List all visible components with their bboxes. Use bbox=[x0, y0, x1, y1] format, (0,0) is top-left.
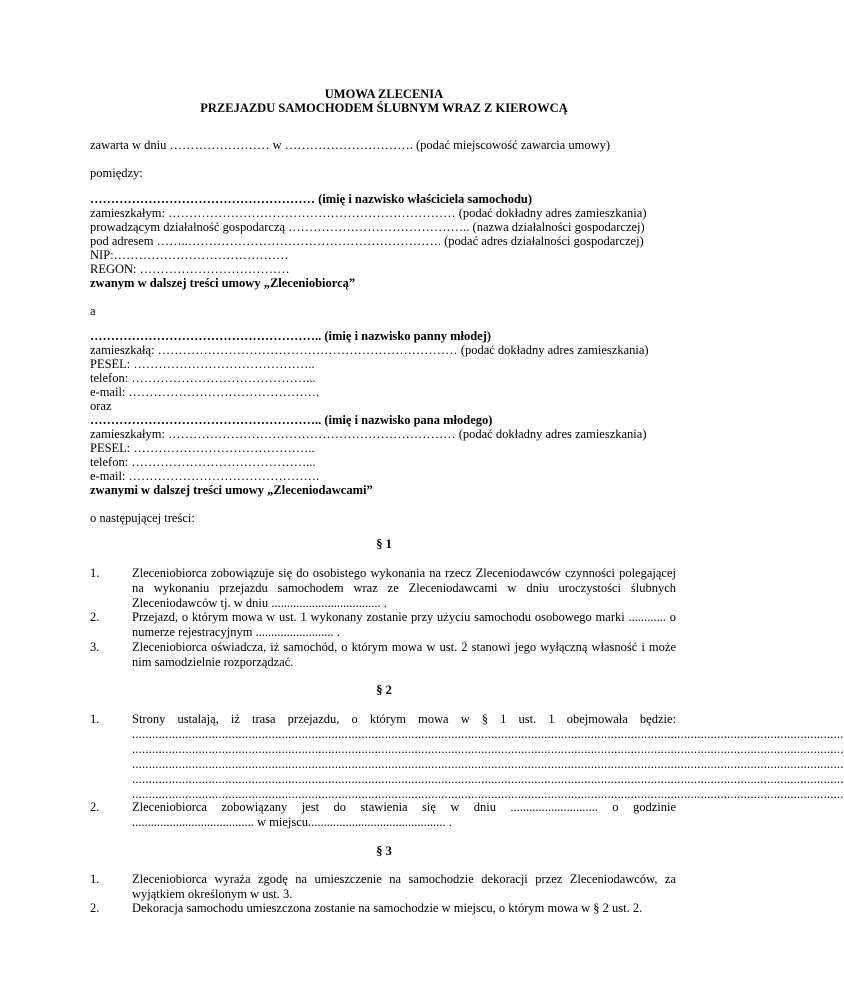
document-subtitle: PRZEJAZDU SAMOCHODEM ŚLUBNYM WRAZ Z KIEROWCĄ bbox=[200, 101, 568, 115]
section-heading-3: § 3 bbox=[376, 844, 392, 858]
route-blank-line: ...................................................................................................................................................................................................................... bbox=[132, 787, 844, 801]
item-number: 1. bbox=[90, 712, 100, 726]
section-3-item-2 bbox=[90, 901, 676, 916]
owner-address: pod adresem ……..……………………………………………………. (podać adres działalności gospodarczej) bbox=[90, 234, 644, 248]
groom-called: zwanymi w dalszej treści umowy „Zleceniodawcami” bbox=[90, 483, 373, 497]
item-number: 1. bbox=[90, 872, 100, 886]
section-1-item-3 bbox=[90, 640, 676, 670]
between-line: pomiędzy: bbox=[90, 166, 143, 180]
owner-residence: zamieszkałym: …………………………………………………………… (podać dokładny adres zamieszkania) bbox=[90, 206, 647, 220]
section-2-item-2 bbox=[90, 800, 676, 830]
owner-business: prowadzącym działalność gospodarczą …………………………………….. (nazwa działalności gospodarczej) bbox=[90, 220, 645, 234]
section-3-item-1 bbox=[90, 872, 676, 902]
item-number: 1. bbox=[90, 566, 100, 580]
groom-phone: telefon: ……………………………………... bbox=[90, 455, 316, 469]
owner-nip: NIP:…………………………………… bbox=[90, 248, 289, 262]
route-blank-line: ...................................................................................................................................................................................................................... bbox=[132, 742, 844, 756]
section-1-item-1 bbox=[90, 566, 676, 611]
route-blank-line: ...................................................................................................................................................................................................................... bbox=[132, 757, 844, 771]
route-blank-line: ...................................................................................................................................................................................................................... bbox=[132, 772, 844, 786]
and-word-2: oraz bbox=[90, 399, 112, 413]
document-title: UMOWA ZLECENIA bbox=[324, 87, 444, 101]
bride-pesel: PESEL: …………………………………….. bbox=[90, 357, 315, 371]
bride-residence: zamieszkałą: ……………………………………………………………… (podać dokładny adres zamieszkania) bbox=[90, 343, 649, 357]
groom-email: e-mail: ………………………………………. bbox=[90, 469, 320, 483]
groom-pesel: PESEL: …………………………………….. bbox=[90, 441, 315, 455]
item-number: 2. bbox=[90, 800, 100, 814]
item-number: 2. bbox=[90, 610, 100, 624]
item-text: Zleceniobiorca wyraża zgodę na umieszczenie na samochodzie dekoracji przez Zleceniodawców, za wyjątkiem określonym w ust. 3. bbox=[132, 872, 676, 901]
bride-name-line: ……………………………………………….. (imię i nazwisko panny młodej) bbox=[90, 329, 492, 343]
owner-name-line: ……………………………………………… (imię i nazwisko właściciela samochodu) bbox=[90, 192, 533, 206]
item-number: 2. bbox=[90, 901, 100, 915]
bride-phone: telefon: ……………………………………... bbox=[90, 371, 316, 385]
route-blank-line: ...................................................................................................................................................................................................................... bbox=[132, 727, 844, 741]
section-1-item-2 bbox=[90, 610, 676, 640]
section-heading-1: § 1 bbox=[376, 537, 392, 551]
item-text: Przejazd, o którym mowa w ust. 1 wykonany zostanie przy użyciu samochodu osobowego marki ............ o numerze rejestracyjnym ......................... . bbox=[132, 610, 676, 639]
groom-name-line: ……………………………………………….. (imię i nazwisko pana młodego) bbox=[90, 413, 493, 427]
item-text: Strony ustalają, iż trasa przejazdu, o którym mowa w § 1 ust. 1 obejmowała będzie: bbox=[132, 712, 676, 726]
section-2-item-1 bbox=[90, 712, 844, 802]
bride-email: e-mail: ………………………………………. bbox=[90, 385, 320, 399]
item-text: Zleceniobiorca zobowiązany jest do stawienia się w dniu ............................ o godzinie ....................................... w miejscu............................................ . bbox=[132, 800, 676, 829]
concluded-line: zawarta w dniu …………………… w …………………………. (podać miejscowość zawarcia umowy) bbox=[90, 138, 611, 152]
section-heading-2: § 2 bbox=[376, 683, 392, 697]
owner-called: zwanym w dalszej treści umowy „Zleceniobiorcą” bbox=[90, 276, 356, 290]
groom-residence: zamieszkałym: …………………………………………………………… (podać dokładny adres zamieszkania) bbox=[90, 427, 647, 441]
item-number: 3. bbox=[90, 640, 100, 654]
owner-regon: REGON: ……………………………… bbox=[90, 262, 290, 276]
and-word: a bbox=[90, 304, 96, 318]
item-text: Dekoracja samochodu umieszczona zostanie na samochodzie w miejscu, o którym mowa w § 2 ust. 2. bbox=[132, 901, 643, 915]
following-line: o następującej treści: bbox=[90, 511, 195, 525]
item-text: Zleceniobiorca zobowiązuje się do osobistego wykonania na rzecz Zleceniodawców czynności polegającej na wykonaniu przejazdu samochodem wraz ze Zleceniodawcami w dniu uroczystości ślubnych Zleceniodawców tj. w dniu ................................... . bbox=[132, 566, 676, 610]
item-text: Zleceniobiorca oświadcza, iż samochód, o którym mowa w ust. 2 stanowi jego wyłączną własność i może nim samodzielnie rozporządzać. bbox=[132, 640, 676, 669]
